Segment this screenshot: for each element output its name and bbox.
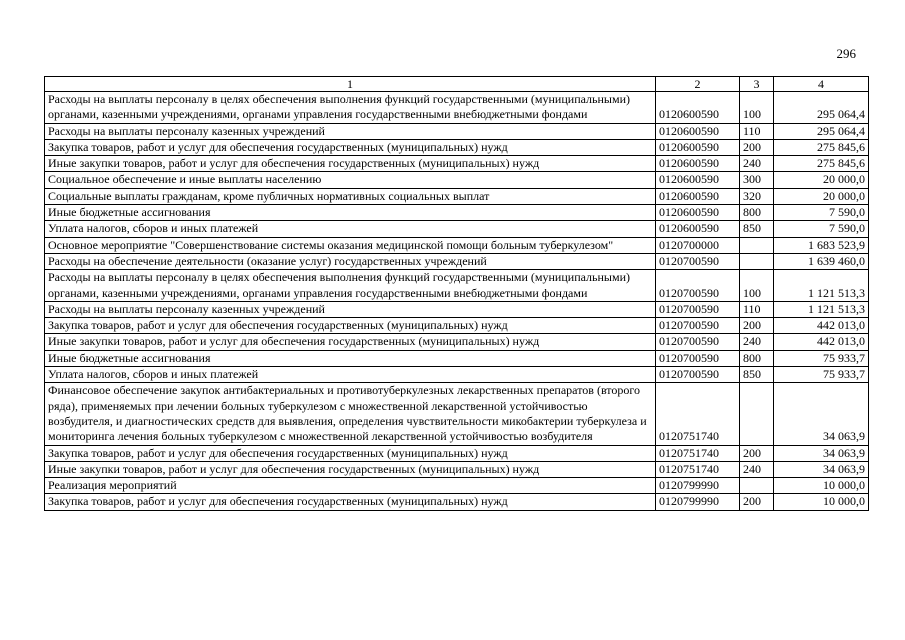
expense-type-cell <box>740 237 774 253</box>
amount-cell: 1 121 513,3 <box>774 301 869 317</box>
target-article-cell: 0120751740 <box>656 445 740 461</box>
expense-name-cell: Иные закупки товаров, работ и услуг для обеспечения государственных (муниципальных) нужд <box>45 156 656 172</box>
table-row <box>45 334 869 350</box>
expense-type-cell: 800 <box>740 205 774 221</box>
table-row <box>45 367 869 383</box>
expense-name-cell: Закупка товаров, работ и услуг для обеспечения государственных (муниципальных) нужд <box>45 139 656 155</box>
table-row <box>45 270 869 302</box>
expense-type-cell: 240 <box>740 156 774 172</box>
amount-cell: 442 013,0 <box>774 334 869 350</box>
table-row <box>45 445 869 461</box>
expense-name-cell: Закупка товаров, работ и услуг для обеспечения государственных (муниципальных) нужд <box>45 318 656 334</box>
amount-cell: 34 063,9 <box>774 461 869 477</box>
amount-cell: 442 013,0 <box>774 318 869 334</box>
expense-name-cell: Закупка товаров, работ и услуг для обеспечения государственных (муниципальных) нужд <box>45 494 656 510</box>
expense-type-cell <box>740 383 774 445</box>
expense-type-cell: 200 <box>740 318 774 334</box>
table-row <box>45 494 869 510</box>
amount-cell: 1 683 523,9 <box>774 237 869 253</box>
table-row <box>45 301 869 317</box>
expense-type-cell: 320 <box>740 188 774 204</box>
expense-type-cell: 240 <box>740 461 774 477</box>
table-row <box>45 92 869 124</box>
amount-cell: 75 933,7 <box>774 367 869 383</box>
target-article-cell: 0120751740 <box>656 383 740 445</box>
expense-name-cell: Иные бюджетные ассигнования <box>45 350 656 366</box>
table-row <box>45 156 869 172</box>
table-row <box>45 221 869 237</box>
expense-type-cell: 200 <box>740 445 774 461</box>
expense-name-cell: Уплата налогов, сборов и иных платежей <box>45 221 656 237</box>
expense-type-cell: 300 <box>740 172 774 188</box>
amount-cell: 295 064,4 <box>774 92 869 124</box>
target-article-cell: 0120799990 <box>656 494 740 510</box>
header-cell: 2 <box>656 77 740 92</box>
expense-name-cell: Иные бюджетные ассигнования <box>45 205 656 221</box>
expense-type-cell: 800 <box>740 350 774 366</box>
amount-cell: 10 000,0 <box>774 478 869 494</box>
target-article-cell: 0120700590 <box>656 367 740 383</box>
amount-cell: 10 000,0 <box>774 494 869 510</box>
table-header-row <box>45 77 869 92</box>
target-article-cell: 0120751740 <box>656 461 740 477</box>
amount-cell: 34 063,9 <box>774 445 869 461</box>
target-article-cell: 0120700590 <box>656 334 740 350</box>
target-article-cell: 0120700590 <box>656 350 740 366</box>
expense-name-cell: Расходы на обеспечение деятельности (оказание услуг) государственных учреждений <box>45 253 656 269</box>
expense-name-cell: Финансовое обеспечение закупок антибактериальных и противотуберкулезных лекарственных препаратов (второго ряда), применяемых при лечении больных туберкулезом с множественной лекарственной устойчивостью возбудителя, и диагностических средств для выявления, определения чувствительности микобактерии туберкулеза и мониторинга лечения больных туберкулезом с множественной лекарственной устойчивостью возбудителя <box>45 383 656 445</box>
expense-type-cell: 100 <box>740 92 774 124</box>
amount-cell: 295 064,4 <box>774 123 869 139</box>
target-article-cell: 0120799990 <box>656 478 740 494</box>
amount-cell: 7 590,0 <box>774 205 869 221</box>
target-article-cell: 0120600590 <box>656 205 740 221</box>
target-article-cell: 0120700000 <box>656 237 740 253</box>
header-cell: 1 <box>45 77 656 92</box>
expense-type-cell: 850 <box>740 367 774 383</box>
amount-cell: 1 639 460,0 <box>774 253 869 269</box>
target-article-cell: 0120600590 <box>656 139 740 155</box>
expense-name-cell: Закупка товаров, работ и услуг для обеспечения государственных (муниципальных) нужд <box>45 445 656 461</box>
table-row <box>45 139 869 155</box>
expense-type-cell <box>740 478 774 494</box>
expense-name-cell: Расходы на выплаты персоналу казенных учреждений <box>45 301 656 317</box>
expense-type-cell: 110 <box>740 301 774 317</box>
expense-name-cell: Уплата налогов, сборов и иных платежей <box>45 367 656 383</box>
expense-type-cell: 200 <box>740 139 774 155</box>
amount-cell: 20 000,0 <box>774 172 869 188</box>
target-article-cell: 0120600590 <box>656 123 740 139</box>
expense-type-cell: 850 <box>740 221 774 237</box>
expense-name-cell: Иные закупки товаров, работ и услуг для обеспечения государственных (муниципальных) нужд <box>45 461 656 477</box>
table-body <box>45 92 869 511</box>
target-article-cell: 0120600590 <box>656 221 740 237</box>
expense-name-cell: Расходы на выплаты персоналу казенных учреждений <box>45 123 656 139</box>
table-row <box>45 478 869 494</box>
amount-cell: 34 063,9 <box>774 383 869 445</box>
budget-table <box>44 76 869 511</box>
target-article-cell: 0120700590 <box>656 301 740 317</box>
table-row <box>45 205 869 221</box>
header-cell: 3 <box>740 77 774 92</box>
table-row <box>45 383 869 445</box>
expense-name-cell: Социальное обеспечение и иные выплаты населению <box>45 172 656 188</box>
target-article-cell: 0120700590 <box>656 318 740 334</box>
page-number: 296 <box>836 46 856 61</box>
table-row <box>45 318 869 334</box>
expense-name-cell: Реализация мероприятий <box>45 478 656 494</box>
target-article-cell: 0120700590 <box>656 253 740 269</box>
table-row <box>45 188 869 204</box>
header-cell: 4 <box>774 77 869 92</box>
amount-cell: 20 000,0 <box>774 188 869 204</box>
target-article-cell: 0120700590 <box>656 270 740 302</box>
expense-name-cell: Расходы на выплаты персоналу в целях обеспечения выполнения функций государственными (муниципальными) органами, казенными учреждениями, органами управления государственными внебюджетными фондами <box>45 270 656 302</box>
table-row <box>45 461 869 477</box>
target-article-cell: 0120600590 <box>656 188 740 204</box>
expense-type-cell: 200 <box>740 494 774 510</box>
table-row <box>45 350 869 366</box>
expense-type-cell: 110 <box>740 123 774 139</box>
amount-cell: 75 933,7 <box>774 350 869 366</box>
expense-name-cell: Основное мероприятие "Совершенствование системы оказания медицинской помощи больным туберкулезом" <box>45 237 656 253</box>
target-article-cell: 0120600590 <box>656 172 740 188</box>
amount-cell: 1 121 513,3 <box>774 270 869 302</box>
table-row <box>45 172 869 188</box>
expense-name-cell: Расходы на выплаты персоналу в целях обеспечения выполнения функций государственными (муниципальными) органами, казенными учреждениями, органами управления государственными внебюджетными фондами <box>45 92 656 124</box>
amount-cell: 275 845,6 <box>774 139 869 155</box>
expense-name-cell: Иные закупки товаров, работ и услуг для обеспечения государственных (муниципальных) нужд <box>45 334 656 350</box>
expense-type-cell <box>740 253 774 269</box>
table-row <box>45 237 869 253</box>
table-row <box>45 123 869 139</box>
target-article-cell: 0120600590 <box>656 92 740 124</box>
expense-name-cell: Социальные выплаты гражданам, кроме публичных нормативных социальных выплат <box>45 188 656 204</box>
amount-cell: 275 845,6 <box>774 156 869 172</box>
amount-cell: 7 590,0 <box>774 221 869 237</box>
target-article-cell: 0120600590 <box>656 156 740 172</box>
expense-type-cell: 240 <box>740 334 774 350</box>
expense-type-cell: 100 <box>740 270 774 302</box>
table-row <box>45 253 869 269</box>
